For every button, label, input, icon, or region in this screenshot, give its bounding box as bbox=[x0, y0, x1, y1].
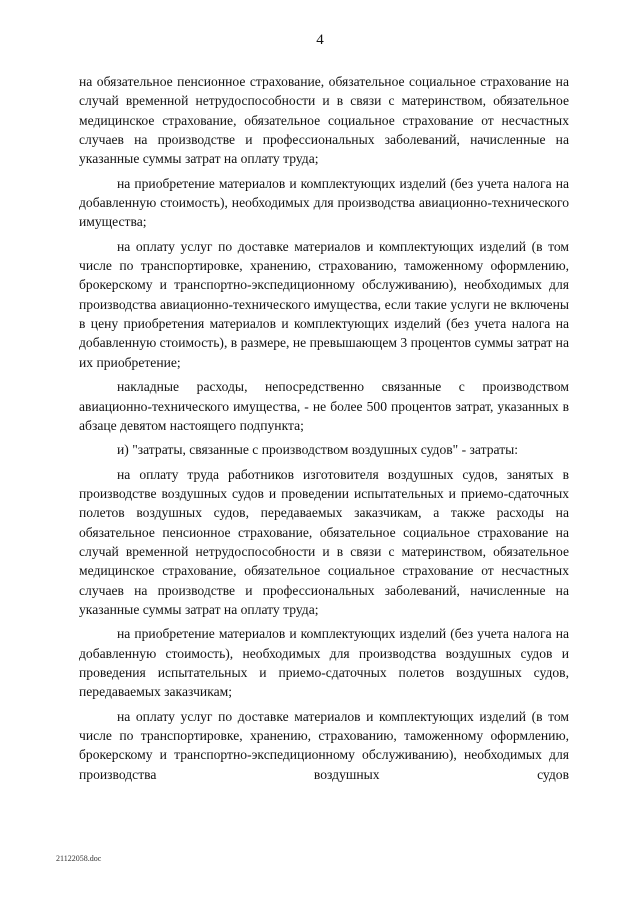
document-code: 21122058.doc bbox=[56, 854, 102, 863]
paragraph-insurance-contributions: на обязательное пенсионное страхование, обязательное социальное страхование на случай временной нетрудоспособности и в связи с материнством, обязательное медицинское страхование, обязательное социальное страхование от несчастных случаев на производстве и профессиональных заболеваний, начисленные на указанные суммы затрат на оплату труда; bbox=[79, 74, 569, 167]
paragraph-aircraft-costs-heading: и) "затраты, связанные с производством воздушных судов" - затраты: bbox=[117, 442, 519, 458]
paragraph-materials-purchase: на приобретение материалов и комплектующих изделий (без учета налога на добавленную стоимость), необходимых для производства авиационно-технического имущества; bbox=[79, 175, 569, 230]
paragraph-overhead-costs: накладные расходы, непосредственно связанные с производством авиационно-технического имущества, - не более 500 процентов затрат, указанных в абзаце девятом настоящего подпункта; bbox=[79, 379, 569, 433]
paragraph-aircraft-labor: на оплату труда работников изготовителя воздушных судов, занятых в производстве воздушных судов и проведении испытательных и приемо-сдаточных полетов воздушных судов, передаваемых заказчикам, а также расходы на обязательное пенсионное страхование, обязательное социальное страхование на случай временной нетрудоспособности и в связи с материнством, обязательное медицинское страхование, обязательное социальное страхование от несчастных случаев на производстве и профессиональных заболеваний, начисленные на указанные суммы затрат на оплату труда; bbox=[79, 466, 569, 617]
paragraph-aircraft-materials: на приобретение материалов и комплектующих изделий (без учета налога на добавленную стоимость), необходимых для производства воздушных судов и проведения испытательных и приемо-сдаточных полетов воздушных судов, передаваемых заказчикам; bbox=[79, 626, 569, 700]
document-body bbox=[79, 72, 569, 789]
paragraph-aircraft-delivery: на оплату услуг по доставке материалов и комплектующих изделий (в том числе по транспортировке, хранению, страхованию, таможенному оформлению, брокерскому и транспортно-экспедиционному обслуживанию), необходимых для производства воздушных судов bbox=[79, 708, 569, 782]
paragraph-delivery-services: на оплату услуг по доставке материалов и комплектующих изделий (в том числе по транспортировке, хранению, страхованию, таможенному оформлению, брокерскому и транспортно-экспедиционному обслуживанию), необходимых для производства авиационно-технического имущества, если такие услуги не включены в цену приобретения материалов и комплектующих изделий (без учета налога на добавленную стоимость), в размере, не превышающем 3 процентов суммы затрат на их приобретение; bbox=[79, 238, 569, 370]
page-number: 4 bbox=[316, 32, 324, 48]
